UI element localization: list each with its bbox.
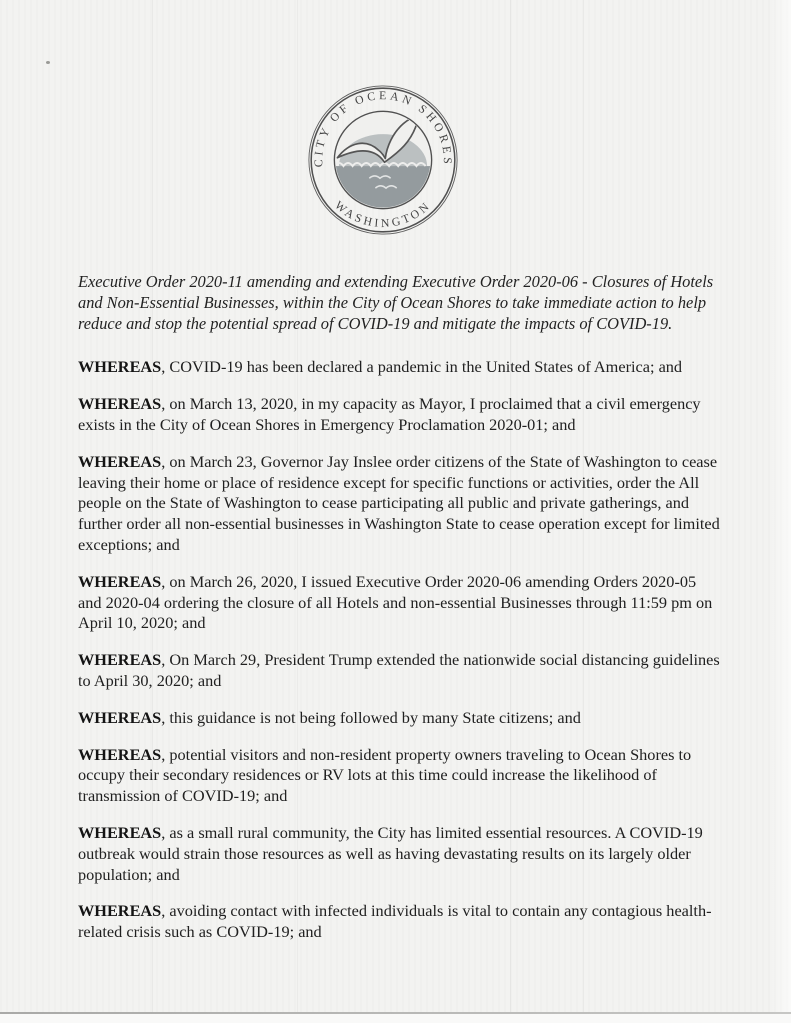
whereas-paragraph-2	[78, 394, 720, 436]
seal-container	[0, 84, 791, 236]
whereas-text: , on March 13, 2020, in my capacity as Mayor, I proclaimed that a civil emergency exists in the City of Ocean Shores in Emergency Proclamation 2020-01; and	[78, 394, 701, 434]
seal-bottom-text: WASHINGTON	[331, 198, 434, 231]
seal-top-text: CITY OF OCEAN SHORES	[311, 89, 454, 168]
whereas-text: , on March 23, Governor Jay Inslee order citizens of the State of Washington to cease leaving their home or place of residence except for specific functions or activities, order the All people on the State of Washington to cease participating all public and private gatherings, and further order all non-essential businesses in Washington State to cease operation except for limited exceptions; and	[78, 451, 720, 554]
whereas-paragraph-3	[78, 452, 720, 556]
document-body	[78, 272, 720, 959]
whereas-lead: WHEREAS	[78, 394, 162, 414]
whereas-lead: WHEREAS	[78, 901, 162, 921]
whereas-lead: WHEREAS	[78, 822, 162, 842]
whereas-paragraph-9	[78, 901, 720, 943]
whereas-lead: WHEREAS	[78, 744, 162, 764]
whereas-lead: WHEREAS	[78, 357, 162, 377]
whereas-text: , COVID-19 has been declared a pandemic in the United States of America; and	[161, 357, 683, 377]
whereas-text: , potential visitors and non-resident property owners traveling to Ocean Shores to occupy their secondary residences or RV lots at this time could increase the likelihood of transmission of COVID-19; and	[78, 744, 692, 806]
whereas-text: , this guidance is not being followed by many State citizens; and	[161, 707, 581, 727]
whereas-paragraph-1	[78, 357, 720, 378]
scan-speck	[46, 61, 50, 64]
whereas-paragraph-5	[78, 650, 720, 692]
whereas-paragraph-8	[78, 823, 720, 885]
whereas-paragraph-6	[78, 708, 720, 729]
order-title: Executive Order 2020-11 amending and extending Executive Order 2020-06 - Closures of Hotels and Non-Essential Businesses, within the City of Ocean Shores to take immediate action to help reduce and stop the potential spread of COVID-19 and mitigate the impacts of COVID-19.	[78, 272, 714, 333]
scanner-background	[0, 1014, 791, 1023]
whereas-paragraph-4	[78, 572, 720, 634]
whereas-lead: WHEREAS	[78, 451, 162, 471]
whereas-text: , as a small rural community, the City has limited essential resources. A COVID-19 outbreak would strain those resources as well as having devastating results on its largely older population; and	[78, 822, 703, 884]
whereas-text: , On March 29, President Trump extended the nationwide social distancing guidelines to April 30, 2020; and	[78, 650, 720, 690]
city-seal	[307, 84, 459, 236]
whereas-paragraph-7	[78, 745, 720, 807]
whereas-lead: WHEREAS	[78, 571, 162, 591]
whereas-lead: WHEREAS	[78, 707, 162, 727]
seagull-over-waves-icon	[329, 107, 435, 213]
whereas-lead: WHEREAS	[78, 650, 162, 670]
whereas-text: , on March 26, 2020, I issued Executive Order 2020-06 amending Orders 2020-05 and 2020-04 ordering the closure of all Hotels and non-essential Businesses through 11:59 pm on April 10, 2020; and	[78, 571, 713, 633]
whereas-text: , avoiding contact with infected individuals is vital to contain any contagious health-related crisis such as COVID-19; and	[78, 901, 712, 942]
